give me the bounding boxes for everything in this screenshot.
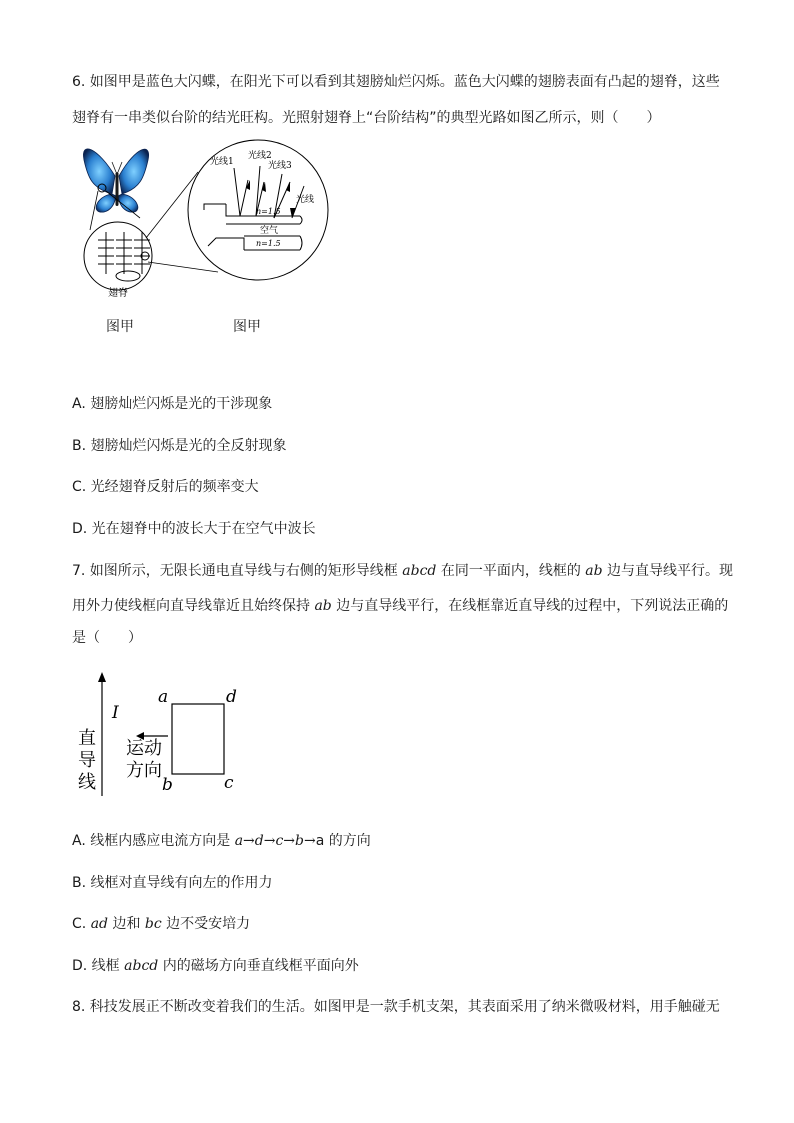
corner-a-label: a <box>158 687 169 707</box>
motion-label-1: 运动 <box>126 738 162 759</box>
q7-stem-line-1: 7. 如图所示，无限长通电直导线与右侧的矩形导线框 abcd 在同一平面内，线框的 ab 边与直导线平行。现 <box>72 563 734 579</box>
q7-option-a: A. 线框内感应电流方向是 a→d→c→b→a 的方向 <box>72 833 371 849</box>
q7-stem-line-2: 用外力使线框向直导线靠近且始终保持 ab 边与直导线平行，在线框靠近直导线的过程中，下列说法正确的 <box>72 598 729 614</box>
q7-stem-line-3: 是（ ） <box>72 630 142 646</box>
corner-b-label: b <box>162 775 173 795</box>
motion-label-2: 方向 <box>126 760 162 781</box>
q7-figure <box>72 670 252 800</box>
q6-stem-line-1: 6. 如图甲是蓝色大闪蝶，在阳光下可以看到其翅膀灿烂闪烁。蓝色大闪蝶的翅膀表面有凸起的翅脊，这些 <box>72 74 720 90</box>
q6-option-d: D. 光在翅脊中的波长大于在空气中波长 <box>72 521 316 537</box>
ray1-label: 光线1 <box>210 157 234 167</box>
current-label: I <box>112 703 119 723</box>
q6-stem-line-2: 翅脊有一串类似台阶的结光旺构。光照射翅脊上“台阶结构”的典型光路如图乙所示，则（ ） <box>72 110 661 126</box>
caption-right: 图甲 <box>233 319 261 335</box>
wire-label-2: 导 <box>78 750 96 771</box>
q6-option-c: C. 光经翅脊反射后的频率变大 <box>72 479 259 495</box>
n-lower-label: n=1.5 <box>256 239 281 248</box>
incident-ray-label: 光线 <box>296 195 315 205</box>
wire-label-1: 直 <box>78 728 96 749</box>
ridge-label: 翅脊 <box>108 288 128 299</box>
air-label: 空气 <box>260 226 279 236</box>
ray2-label: 光线2 <box>248 151 272 161</box>
corner-c-label: c <box>224 773 234 793</box>
q7-option-b: B. 线框对直导线有向左的作用力 <box>72 875 273 891</box>
corner-d-label: d <box>226 687 237 707</box>
q6-figure <box>78 138 338 308</box>
wire-label-3: 线 <box>78 772 96 793</box>
n-upper-label: n=1.5 <box>256 207 281 216</box>
q7-option-d: D. 线框 abcd 内的磁场方向垂直线框平面向外 <box>72 958 359 974</box>
caption-left: 图甲 <box>106 319 134 335</box>
q8-stem-line-1: 8. 科技发展正不断改变着我们的生活。如图甲是一款手机支架，其表面采用了纳米微吸材料，用手触碰无 <box>72 999 720 1015</box>
butterfly-image <box>83 149 148 212</box>
ray3-label: 光线3 <box>268 161 292 171</box>
q7-option-c: C. ad 边和 bc 边不受安培力 <box>72 916 251 932</box>
current-arrow-icon <box>98 672 106 682</box>
wire-frame <box>172 704 224 774</box>
q6-option-b: B. 翅膀灿烂闪烁是光的全反射现象 <box>72 438 287 454</box>
q6-option-a: A. 翅膀灿烂闪烁是光的干涉现象 <box>72 396 273 412</box>
